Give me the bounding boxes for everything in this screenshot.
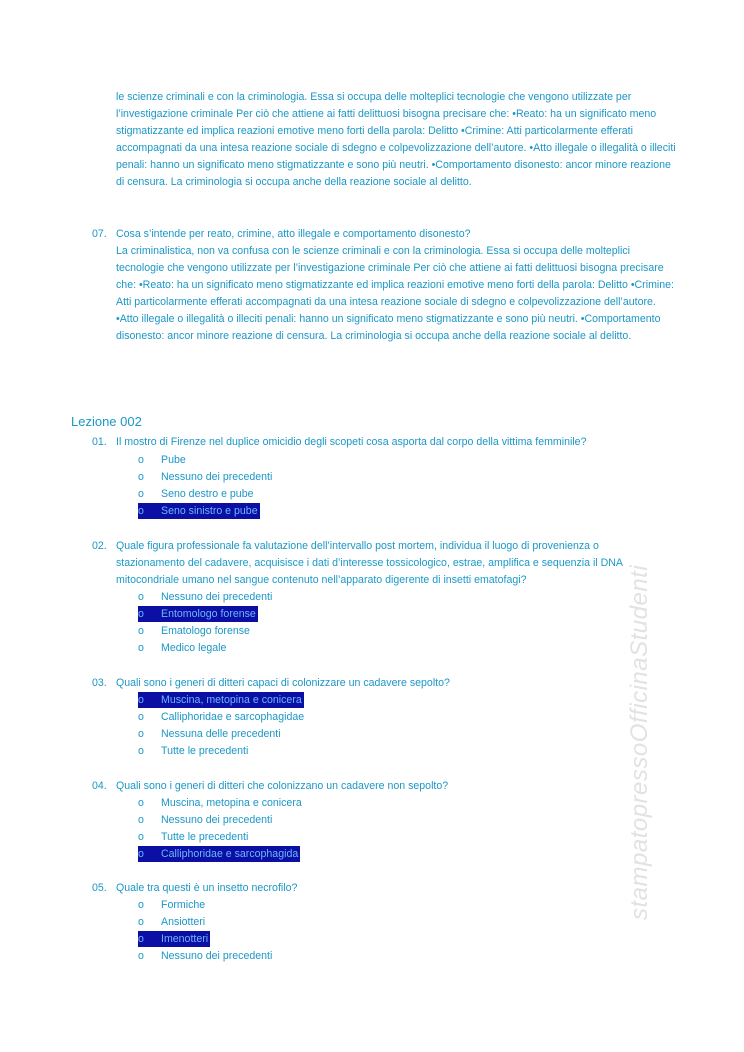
question-text-line: stazionamento del cadavere, acquisisce i dati d’interesse tossicologico, estrae, amplifica e sequenzia il DNA <box>116 557 623 569</box>
option-item[interactable] <box>138 897 205 913</box>
bullet-icon: o <box>138 728 144 740</box>
option-label: Nessuno dei precedenti <box>161 950 273 962</box>
question-number: 01. <box>92 436 107 448</box>
option-label: Nessuno dei precedenti <box>161 471 273 483</box>
bullet-icon: o <box>138 471 144 483</box>
bullet-icon: o <box>138 745 144 757</box>
option-item[interactable] <box>138 795 302 811</box>
option-item[interactable] <box>138 726 281 742</box>
question-number: 02. <box>92 540 107 552</box>
bullet-icon: o <box>138 899 144 911</box>
option-label: Muscina, metopina e conicera <box>161 797 302 809</box>
option-item[interactable] <box>138 709 304 725</box>
option-label: Nessuno dei precedenti <box>161 591 273 603</box>
option-label: Calliphoridae e sarcophagida <box>161 848 299 860</box>
option-item[interactable] <box>138 948 272 964</box>
watermark: stampatopressoOfficinaStudenti <box>626 564 653 920</box>
bullet-icon: o <box>138 916 144 928</box>
question-number: 03. <box>92 677 107 689</box>
question-text: Il mostro di Firenze nel duplice omicidio degli scopeti cosa asporta dal corpo della vittima femminile? <box>116 436 587 448</box>
lesson-title: Lezione 002 <box>71 414 142 429</box>
bullet-icon: o <box>138 642 144 654</box>
option-label: Seno destro e pube <box>161 488 254 500</box>
option-item[interactable] <box>138 486 253 502</box>
question-number: 04. <box>92 780 107 792</box>
question-number: 05. <box>92 882 107 894</box>
option-label: Nessuno dei precedenti <box>161 814 273 826</box>
question-number: 07. <box>92 228 107 240</box>
question-01-header <box>92 434 682 451</box>
option-item[interactable] <box>138 812 272 828</box>
option-item[interactable] <box>138 743 248 759</box>
option-label: Nessuna delle precedenti <box>161 728 281 740</box>
intro-paragraph: le scienze criminali e con la criminologia. Essa si occupa delle molteplici tecnologie che vengono utilizzate per l’investigazione criminale Per ciò che attiene ai fatti delittuosi bisogna precisare che: •Reato: ha un significato meno stigmatizzante ed implica reazioni emotive meno forti della parola: Delitto •Crimine: Atti particolarmente efferati accompagnati da una intesa reazione sociale di sdegno e colpevolizzazione dell’autore. •Atto illegale o illegalità o illeciti penali: hanno un significato meno stigmatizzante e sono più neutri. •Comportamento disonesto: ancor minore reazione di censura. La criminologia si occupa anche della reazione sociale al delitto. <box>116 91 676 188</box>
bullet-icon: o <box>138 591 144 603</box>
bullet-icon: o <box>138 797 144 809</box>
question-text: Cosa s’intende per reato, crimine, atto illegale e comportamento disonesto? <box>116 228 471 240</box>
bullet-icon: o <box>138 454 144 466</box>
option-item[interactable] <box>138 914 205 930</box>
option-label: Entomologo forense <box>161 608 256 620</box>
option-label: Medico legale <box>161 642 227 654</box>
question-07-header <box>92 226 682 243</box>
option-label: Ematologo forense <box>161 625 250 637</box>
option-item[interactable] <box>138 589 272 605</box>
option-item-selected[interactable] <box>138 503 260 519</box>
question-text: Quali sono i generi di ditteri che colonizzano un cadavere non sepolto? <box>116 780 449 792</box>
option-label: Formiche <box>161 899 206 911</box>
question-07-answer: La criminalistica, non va confusa con le scienze criminali e con la criminologia. Essa si occupa delle molteplici tecnologie che vengono utilizzate per l’investigazione criminale Per ciò che attiene ai fatti delittuosi bisogna precisare che: •Reato: ha un significato meno stigmatizzante ed implica reazioni emotive meno forti della parola: Delitto •Crimine: Atti particolarmente efferati accompagnati da una intesa reazione sociale di sdegno e colpevolizzazione dell’autore. •Atto illegale o illegalità o illeciti penali: hanno un significato meno stigmatizzante e sono più neutri. •Comportamento disonesto: ancor minore reazione di censura. La criminologia si occupa anche della reazione sociale al delitto. <box>116 245 674 342</box>
question-05-header <box>92 880 682 897</box>
bullet-icon: o <box>138 831 144 843</box>
option-item[interactable] <box>138 640 226 656</box>
option-item[interactable] <box>138 469 272 485</box>
question-text: Quali sono i generi di ditteri capaci di colonizzare un cadavere sepolto? <box>116 677 450 689</box>
option-label: Tutte le precedenti <box>161 831 249 843</box>
bullet-icon: o <box>138 488 144 500</box>
option-item-selected[interactable] <box>138 931 210 947</box>
bullet-icon: o <box>138 950 144 962</box>
option-label: Muscina, metopina e conicera <box>161 694 302 706</box>
question-02-header <box>92 538 682 555</box>
bullet-icon: o <box>138 694 144 706</box>
question-03-header <box>92 675 682 692</box>
question-text-line: Quale figura professionale fa valutazione dell’intervallo post mortem, individua il luogo di provenienza o <box>116 540 599 552</box>
question-text-line: mitocondriale umano nel sangue contenuto nell’apparato digerente di insetti ematofagi? <box>116 574 527 586</box>
option-label: Ansiotteri <box>161 916 206 928</box>
option-item-selected[interactable] <box>138 846 300 862</box>
question-04-header <box>92 778 682 795</box>
bullet-icon: o <box>138 608 144 620</box>
option-item[interactable] <box>138 829 248 845</box>
bullet-icon: o <box>138 505 144 517</box>
bullet-icon: o <box>138 814 144 826</box>
bullet-icon: o <box>138 625 144 637</box>
bullet-icon: o <box>138 711 144 723</box>
option-item-selected[interactable] <box>138 692 304 708</box>
option-label: Tutte le precedenti <box>161 745 249 757</box>
bullet-icon: o <box>138 933 144 945</box>
option-label: Seno sinistro e pube <box>161 505 258 517</box>
option-item-selected[interactable] <box>138 606 258 622</box>
bullet-icon: o <box>138 848 144 860</box>
option-item[interactable] <box>138 623 250 639</box>
option-label: Pube <box>161 454 186 466</box>
option-label: Calliphoridae e sarcophagidae <box>161 711 305 723</box>
option-item[interactable] <box>138 452 186 468</box>
option-label: Imenotteri <box>161 933 209 945</box>
question-text: Quale tra questi è un insetto necrofilo? <box>116 882 298 894</box>
